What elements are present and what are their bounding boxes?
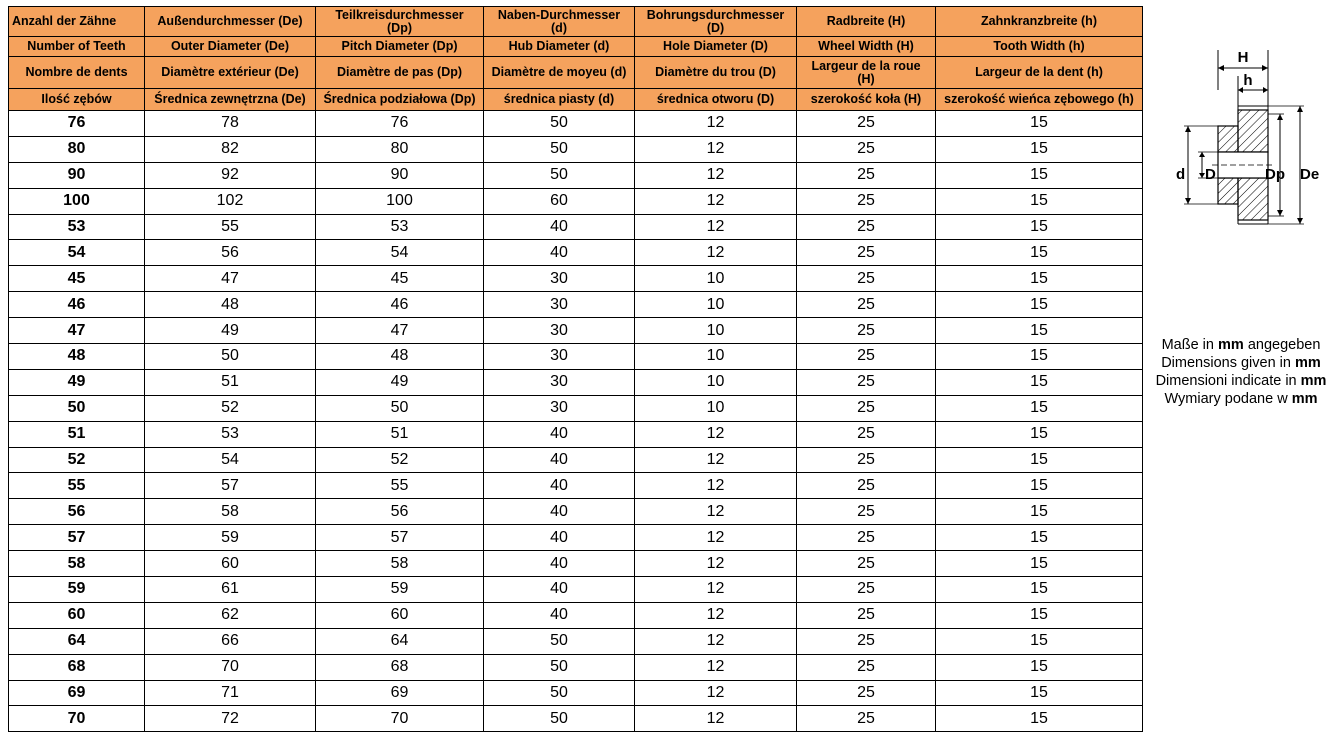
- outer-diameter-cell: 78: [145, 111, 316, 137]
- header-hub-pl: średnica piasty (d): [484, 89, 635, 111]
- wheel-width-cell: 25: [797, 369, 936, 395]
- table-body: [9, 111, 1143, 732]
- pitch-diameter-cell: 68: [316, 654, 484, 680]
- teeth-count-cell: 69: [9, 680, 145, 706]
- wheel-width-cell: 25: [797, 577, 936, 603]
- header-teeth-pl: Ilość zębów: [9, 89, 145, 111]
- outer-diameter-cell: 55: [145, 214, 316, 240]
- outer-diameter-dimension: [1268, 106, 1319, 224]
- table-row: [9, 706, 1143, 732]
- outer-diameter-cell: 49: [145, 318, 316, 344]
- pitch-diameter-cell: 46: [316, 292, 484, 318]
- header-tooth-fr: Largeur de la dent (h): [936, 57, 1143, 89]
- teeth-count-cell: 49: [9, 369, 145, 395]
- hub-diameter-cell: 30: [484, 292, 635, 318]
- wheel-width-cell: 25: [797, 628, 936, 654]
- hole-diameter-cell: 12: [635, 214, 797, 240]
- hole-diameter-cell: 12: [635, 654, 797, 680]
- hole-diameter-dimension: [1198, 152, 1218, 183]
- wheel-width-cell: 25: [797, 654, 936, 680]
- pitch-diameter-cell: 58: [316, 551, 484, 577]
- header-hub-de: Naben-Durchmesser (d): [484, 7, 635, 37]
- teeth-count-cell: 60: [9, 602, 145, 628]
- hole-diameter-cell: 12: [635, 706, 797, 732]
- outer-diameter-cell: 53: [145, 421, 316, 447]
- pitch-diameter-cell: 69: [316, 680, 484, 706]
- outer-diameter-cell: 102: [145, 188, 316, 214]
- pitch-diameter-cell: 48: [316, 344, 484, 370]
- hole-diameter-cell: 12: [635, 188, 797, 214]
- pitch-diameter-cell: 49: [316, 369, 484, 395]
- table-row: [9, 162, 1143, 188]
- tooth-width-cell: 15: [936, 706, 1143, 732]
- teeth-count-cell: 47: [9, 318, 145, 344]
- wheel-width-cell: 25: [797, 318, 936, 344]
- header-width-fr: Largeur de la roue (H): [797, 57, 936, 89]
- hub-diameter-cell: 50: [484, 628, 635, 654]
- table-row: [9, 292, 1143, 318]
- pitch-diameter-cell: 45: [316, 266, 484, 292]
- table-row: [9, 214, 1143, 240]
- header-hole-pl: średnica otworu (D): [635, 89, 797, 111]
- outer-diameter-cell: 51: [145, 369, 316, 395]
- pitch-diameter-cell: 90: [316, 162, 484, 188]
- pitch-diameter-cell: 54: [316, 240, 484, 266]
- pitch-diameter-cell: 100: [316, 188, 484, 214]
- pitch-diameter-cell: 47: [316, 318, 484, 344]
- header-teeth-fr: Nombre de dents: [9, 57, 145, 89]
- wheel-width-cell: 25: [797, 395, 936, 421]
- hub-diameter-cell: 30: [484, 344, 635, 370]
- tooth-width-cell: 15: [936, 525, 1143, 551]
- hole-diameter-cell: 12: [635, 447, 797, 473]
- header-outer-fr: Diamètre extérieur (De): [145, 57, 316, 89]
- header-pitch-fr: Diamètre de pas (Dp): [316, 57, 484, 89]
- teeth-count-cell: 90: [9, 162, 145, 188]
- hub-diameter-cell: 40: [484, 214, 635, 240]
- wheel-width-cell: 25: [797, 421, 936, 447]
- hub-diameter-cell: 40: [484, 551, 635, 577]
- hole-diameter-cell: 12: [635, 499, 797, 525]
- hub-diameter-cell: 40: [484, 499, 635, 525]
- hub-diameter-cell: 30: [484, 266, 635, 292]
- tooth-width-cell: 15: [936, 551, 1143, 577]
- table-row: [9, 136, 1143, 162]
- table-row: [9, 421, 1143, 447]
- tooth-width-cell: 15: [936, 266, 1143, 292]
- outer-diameter-cell: 54: [145, 447, 316, 473]
- teeth-count-cell: 48: [9, 344, 145, 370]
- tooth-width-cell: 15: [936, 680, 1143, 706]
- tooth-width-cell: 15: [936, 318, 1143, 344]
- hole-diameter-cell: 10: [635, 318, 797, 344]
- tooth-width-cell: 15: [936, 111, 1143, 137]
- teeth-count-cell: 76: [9, 111, 145, 137]
- header-pitch-en: Pitch Diameter (Dp): [316, 37, 484, 57]
- pitch-diameter-cell: 57: [316, 525, 484, 551]
- tooth-width-cell: 15: [936, 447, 1143, 473]
- header-teeth-de: Anzahl der Zähne: [9, 7, 145, 37]
- tooth-width-cell: 15: [936, 473, 1143, 499]
- teeth-count-cell: 51: [9, 421, 145, 447]
- pitch-diameter-cell: 60: [316, 602, 484, 628]
- hub-diameter-cell: 40: [484, 421, 635, 447]
- teeth-count-cell: 50: [9, 395, 145, 421]
- header-width-en: Wheel Width (H): [797, 37, 936, 57]
- outer-diameter-cell: 60: [145, 551, 316, 577]
- hole-diameter-cell: 12: [635, 136, 797, 162]
- header-hub-fr: Diamètre de moyeu (d): [484, 57, 635, 89]
- pitch-diameter-cell: 56: [316, 499, 484, 525]
- wheel-width-cell: 25: [797, 266, 936, 292]
- hole-diameter-cell: 12: [635, 602, 797, 628]
- tooth-width-cell: 15: [936, 292, 1143, 318]
- pitch-diameter-cell: 52: [316, 447, 484, 473]
- hub-diameter-cell: 50: [484, 136, 635, 162]
- hub-diameter-cell: 40: [484, 525, 635, 551]
- hub-diameter-cell: 40: [484, 602, 635, 628]
- hub-diameter-cell: 60: [484, 188, 635, 214]
- table-row: [9, 473, 1143, 499]
- wheel-width-cell: 25: [797, 188, 936, 214]
- hub-diameter-cell: 40: [484, 240, 635, 266]
- table-row: [9, 188, 1143, 214]
- pitch-diameter-cell: 76: [316, 111, 484, 137]
- tooth-width-cell: 15: [936, 421, 1143, 447]
- hole-diameter-cell: 12: [635, 577, 797, 603]
- header-outer-en: Outer Diameter (De): [145, 37, 316, 57]
- wheel-width-cell: 25: [797, 162, 936, 188]
- tooth-width-cell: 15: [936, 602, 1143, 628]
- teeth-count-cell: 54: [9, 240, 145, 266]
- note-line-it: Dimensioni indicate in mm: [1155, 373, 1327, 389]
- teeth-count-cell: 57: [9, 525, 145, 551]
- table-row: [9, 344, 1143, 370]
- outer-diameter-cell: 59: [145, 525, 316, 551]
- outer-diameter-cell: 58: [145, 499, 316, 525]
- pitch-diameter-cell: 53: [316, 214, 484, 240]
- header-hole-de: Bohrungsdurchmesser (D): [635, 7, 797, 37]
- label-Dp: Dp: [1265, 166, 1285, 183]
- table-row: [9, 318, 1143, 344]
- table-row: [9, 577, 1143, 603]
- outer-diameter-cell: 72: [145, 706, 316, 732]
- wheel-width-cell: 25: [797, 499, 936, 525]
- units-note: [1143, 336, 1338, 408]
- wheel-width-cell: 25: [797, 292, 936, 318]
- header-pitch-pl: Średnica podziałowa (Dp): [316, 89, 484, 111]
- teeth-count-cell: 59: [9, 577, 145, 603]
- pitch-diameter-cell: 50: [316, 395, 484, 421]
- pitch-diameter-cell: 59: [316, 577, 484, 603]
- header-hub-en: Hub Diameter (d): [484, 37, 635, 57]
- hole-diameter-cell: 12: [635, 111, 797, 137]
- tooth-width-cell: 15: [936, 214, 1143, 240]
- tooth-width-cell: 15: [936, 188, 1143, 214]
- tooth-width-cell: 15: [936, 344, 1143, 370]
- header-pitch-de: Teilkreisdurchmesser (Dp): [316, 7, 484, 37]
- table-row: [9, 525, 1143, 551]
- tooth-width-cell: 15: [936, 369, 1143, 395]
- header-width-de: Radbreite (H): [797, 7, 936, 37]
- hub-diameter-cell: 50: [484, 111, 635, 137]
- teeth-count-cell: 45: [9, 266, 145, 292]
- header-tooth-pl: szerokość wieńca zębowego (h): [936, 89, 1143, 111]
- teeth-count-cell: 56: [9, 499, 145, 525]
- teeth-count-cell: 70: [9, 706, 145, 732]
- teeth-count-cell: 46: [9, 292, 145, 318]
- hub-diameter-cell: 50: [484, 706, 635, 732]
- note-line-en: Dimensions given in mm: [1161, 355, 1321, 371]
- pitch-diameter-cell: 80: [316, 136, 484, 162]
- table-row: [9, 628, 1143, 654]
- teeth-count-cell: 52: [9, 447, 145, 473]
- teeth-count-cell: 100: [9, 188, 145, 214]
- table-header: [9, 7, 1143, 111]
- table-row: [9, 369, 1143, 395]
- outer-diameter-cell: 47: [145, 266, 316, 292]
- hub-diameter-cell: 30: [484, 318, 635, 344]
- table-row: [9, 654, 1143, 680]
- outer-diameter-cell: 92: [145, 162, 316, 188]
- hole-diameter-cell: 12: [635, 240, 797, 266]
- header-teeth-en: Number of Teeth: [9, 37, 145, 57]
- table-row: [9, 266, 1143, 292]
- tooth-width-dimension: [1238, 72, 1268, 106]
- table-row: [9, 395, 1143, 421]
- hole-diameter-cell: 10: [635, 344, 797, 370]
- hole-diameter-cell: 12: [635, 162, 797, 188]
- wheel-width-cell: 25: [797, 680, 936, 706]
- teeth-count-cell: 64: [9, 628, 145, 654]
- hole-diameter-cell: 12: [635, 421, 797, 447]
- table-row: [9, 447, 1143, 473]
- note-line-de: Maße in mm angegeben: [1161, 337, 1321, 353]
- hub-diameter-cell: 40: [484, 473, 635, 499]
- tooth-width-cell: 15: [936, 577, 1143, 603]
- outer-diameter-cell: 50: [145, 344, 316, 370]
- header-outer-pl: Średnica zewnętrzna (De): [145, 89, 316, 111]
- table-row: [9, 240, 1143, 266]
- header-hole-fr: Diamètre du trou (D): [635, 57, 797, 89]
- header-outer-de: Außendurchmesser (De): [145, 7, 316, 37]
- hub-diameter-cell: 40: [484, 447, 635, 473]
- tooth-width-cell: 15: [936, 628, 1143, 654]
- outer-diameter-cell: 70: [145, 654, 316, 680]
- header-width-pl: szerokość koła (H): [797, 89, 936, 111]
- teeth-count-cell: 68: [9, 654, 145, 680]
- outer-diameter-cell: 56: [145, 240, 316, 266]
- label-h: h: [1243, 72, 1253, 89]
- tooth-width-cell: 15: [936, 240, 1143, 266]
- wheel-width-cell: 25: [797, 111, 936, 137]
- label-H: H: [1237, 49, 1249, 66]
- tooth-width-cell: 15: [936, 136, 1143, 162]
- outer-diameter-cell: 61: [145, 577, 316, 603]
- hole-diameter-cell: 10: [635, 369, 797, 395]
- hub-diameter-cell: 30: [484, 395, 635, 421]
- note-line-pl: Wymiary podane w mm: [1164, 391, 1318, 407]
- header-tooth-en: Tooth Width (h): [936, 37, 1143, 57]
- hole-diameter-cell: 12: [635, 628, 797, 654]
- hole-diameter-cell: 12: [635, 525, 797, 551]
- teeth-count-cell: 53: [9, 214, 145, 240]
- pitch-diameter-cell: 70: [316, 706, 484, 732]
- outer-diameter-cell: 52: [145, 395, 316, 421]
- outer-diameter-cell: 57: [145, 473, 316, 499]
- outer-diameter-cell: 66: [145, 628, 316, 654]
- hub-diameter-cell: 40: [484, 577, 635, 603]
- gear-section: [1212, 106, 1274, 224]
- wheel-width-cell: 25: [797, 473, 936, 499]
- hub-diameter-cell: 50: [484, 680, 635, 706]
- hole-diameter-cell: 12: [635, 680, 797, 706]
- outer-diameter-cell: 71: [145, 680, 316, 706]
- hub-diameter-cell: 50: [484, 162, 635, 188]
- tooth-width-cell: 15: [936, 654, 1143, 680]
- header-tooth-de: Zahnkranzbreite (h): [936, 7, 1143, 37]
- wheel-width-cell: 25: [797, 344, 936, 370]
- gear-cross-section-drawing: [1168, 48, 1328, 248]
- outer-diameter-cell: 48: [145, 292, 316, 318]
- tooth-width-cell: 15: [936, 395, 1143, 421]
- wheel-width-cell: 25: [797, 706, 936, 732]
- teeth-count-cell: 58: [9, 551, 145, 577]
- label-d: d: [1176, 166, 1186, 183]
- hole-diameter-cell: 10: [635, 266, 797, 292]
- table-row: [9, 680, 1143, 706]
- table-row: [9, 602, 1143, 628]
- hole-diameter-cell: 10: [635, 292, 797, 318]
- hole-diameter-cell: 10: [635, 395, 797, 421]
- wheel-width-cell: 25: [797, 447, 936, 473]
- pitch-diameter-cell: 64: [316, 628, 484, 654]
- hole-diameter-cell: 12: [635, 473, 797, 499]
- teeth-count-cell: 80: [9, 136, 145, 162]
- hub-diameter-dimension: [1176, 126, 1218, 204]
- teeth-count-cell: 55: [9, 473, 145, 499]
- wheel-width-cell: 25: [797, 214, 936, 240]
- wheel-width-cell: 25: [797, 240, 936, 266]
- hub-diameter-cell: 50: [484, 654, 635, 680]
- pitch-diameter-cell: 51: [316, 421, 484, 447]
- tooth-width-cell: 15: [936, 499, 1143, 525]
- wheel-width-cell: 25: [797, 136, 936, 162]
- hub-diameter-cell: 30: [484, 369, 635, 395]
- header-hole-en: Hole Diameter (D): [635, 37, 797, 57]
- wheel-width-cell: 25: [797, 602, 936, 628]
- wheel-width-cell: 25: [797, 525, 936, 551]
- label-D: D: [1205, 166, 1216, 183]
- gear-dimensions-table: [8, 6, 1143, 732]
- table-row: [9, 499, 1143, 525]
- outer-diameter-cell: 82: [145, 136, 316, 162]
- table-row: [9, 551, 1143, 577]
- label-De: De: [1300, 166, 1320, 183]
- pitch-diameter-cell: 55: [316, 473, 484, 499]
- table-row: [9, 111, 1143, 137]
- wheel-width-cell: 25: [797, 551, 936, 577]
- hole-diameter-cell: 12: [635, 551, 797, 577]
- tooth-width-cell: 15: [936, 162, 1143, 188]
- outer-diameter-cell: 62: [145, 602, 316, 628]
